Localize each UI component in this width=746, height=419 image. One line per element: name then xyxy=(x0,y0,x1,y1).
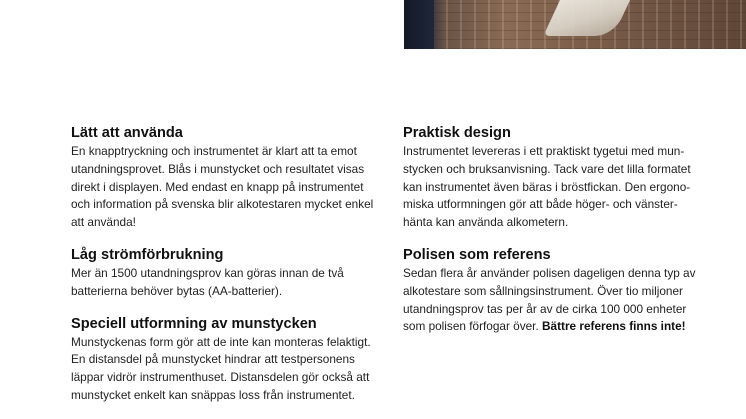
section-heading: Speciell utformning av munstycken xyxy=(71,315,317,332)
section-heading: Lätt att använda xyxy=(71,125,183,141)
body-line: Instrumentet levereras i ett praktiskt tygetui med mun- xyxy=(403,144,685,158)
body-line-last xyxy=(403,318,703,336)
body-text: som polisen förfogar över. xyxy=(403,319,543,334)
body-line: att använda! xyxy=(71,215,136,230)
section-body xyxy=(403,265,703,336)
section-body xyxy=(71,265,391,301)
body-line: batterierna behöver bytas (AA-batterier). xyxy=(71,283,283,298)
body-line: munstycket enkelt kan snäppas loss från instrumentet. xyxy=(71,387,355,402)
header-photo xyxy=(404,0,746,49)
section-low-power xyxy=(71,246,391,301)
body-line: En knapptryckning och instrumentet är klart att ta emot xyxy=(71,144,357,158)
section-heading: Polisen som referens xyxy=(403,246,551,263)
body-line: utandningsprov tas per år av de cirka 100 000 enheter xyxy=(403,301,687,316)
section-heading: Låg strömförbrukning xyxy=(71,246,224,263)
body-line: direkt i displayen. Med endast en knapp på instrumentet xyxy=(71,179,364,194)
body-line: miska utformningen gör att både höger- och vänster- xyxy=(403,197,678,212)
section-mouthpiece-design xyxy=(71,315,391,405)
section-body xyxy=(403,143,703,232)
section-heading: Praktisk design xyxy=(403,125,511,141)
photo-dark-area xyxy=(404,0,434,49)
body-line: Sedan flera år använder polisen dageligen denna typ av xyxy=(403,265,696,280)
body-line: hänta kan använda alkometern. xyxy=(403,215,569,230)
right-column xyxy=(403,124,703,350)
body-line: utandningsprovet. Blås i munstycket och resultatet visas xyxy=(71,161,365,176)
body-line: stycken och bruksanvisning. Tack vare det lilla formatet xyxy=(403,161,691,176)
section-body xyxy=(71,143,391,232)
section-practical-design xyxy=(403,124,703,232)
section-police-reference xyxy=(403,246,703,336)
body-line: Munstyckenas form gör att de inte kan monteras felaktigt. xyxy=(71,334,371,349)
emphasis-text: Bättre referens finns inte! xyxy=(542,319,686,334)
body-line: läppar vidrör instrumenthuset. Distansdelen gör också att xyxy=(71,370,370,385)
section-body xyxy=(71,334,391,405)
body-line: Mer än 1500 utandningsprov kan göras innan de två xyxy=(71,265,344,280)
left-column xyxy=(71,124,391,419)
body-line: En distansdel på munstycket hindrar att testpersonens xyxy=(71,352,355,367)
body-line: och information på svenska blir alkotestaren mycket enkel xyxy=(71,197,374,212)
photo-shirt-collar xyxy=(543,0,634,36)
body-line: kan instrumentet även bäras i bröstfickan. Den ergono- xyxy=(403,179,691,194)
body-line: alkotestare som sållningsinstrument. Över tio miljoner xyxy=(403,283,683,298)
section-easy-to-use xyxy=(71,124,391,232)
